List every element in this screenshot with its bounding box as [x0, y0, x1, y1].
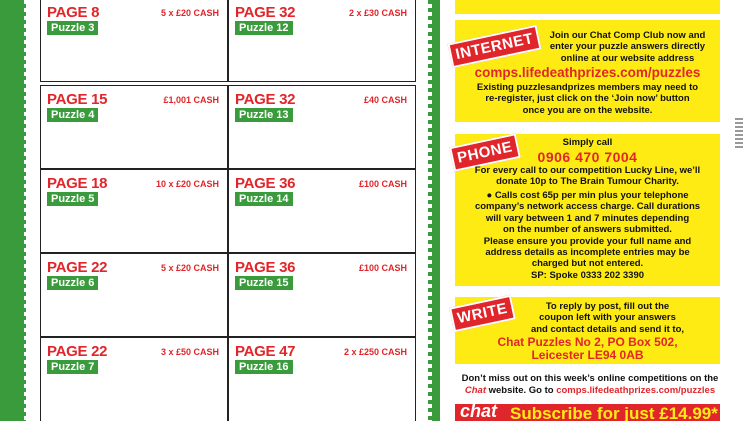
text-line: Join our Chat Comp Club now and	[549, 30, 706, 41]
footer-note	[445, 373, 735, 397]
puzzle-badge: Puzzle 4	[47, 108, 98, 122]
subscribe-text[interactable]: Subscribe for just £14.99*	[510, 404, 718, 421]
grid-cell	[228, 169, 416, 253]
grid-cell	[40, 0, 228, 82]
prize-label: 5 x £20 CASH	[160, 263, 219, 273]
prize-label: 3 x £50 CASH	[160, 347, 219, 357]
prize-label: £100 CASH	[358, 263, 407, 273]
footer-mid: website. Go to	[486, 385, 557, 396]
text-line: Existing puzzlesandprizes members may need to	[476, 82, 699, 93]
puzzle-badge: Puzzle 6	[47, 276, 98, 290]
prize-label: 2 x £250 CASH	[343, 347, 407, 357]
grid-cell	[40, 253, 228, 337]
puzzle-badge: Puzzle 3	[47, 21, 98, 35]
phone-section	[455, 134, 720, 286]
text-line: address details as incomplete entries may be	[485, 247, 690, 259]
puzzle-badge: Puzzle 16	[235, 360, 293, 374]
grid-cell	[40, 169, 228, 253]
phone-number[interactable]: 0906 470 7004	[537, 149, 638, 165]
prize-label: 5 x £20 CASH	[160, 8, 219, 18]
grid-cell	[40, 85, 228, 169]
page-label: PAGE 22	[47, 343, 108, 360]
chat-logo: chat	[460, 401, 498, 421]
puzzle-badge: Puzzle 15	[235, 276, 293, 290]
text-line: Chat Puzzles No 2, PO Box 502,	[497, 335, 678, 349]
text-line: will vary between 1 and 7 minutes depending	[485, 212, 690, 224]
phone-details	[455, 190, 720, 281]
footer-url[interactable]: comps.lifedeathprizes.com/puzzles	[556, 385, 716, 396]
text-line: coupon left with your answers	[539, 312, 676, 324]
chat-brand: Chat	[464, 385, 486, 396]
page-label: PAGE 36	[235, 175, 296, 192]
page-label: PAGE 32	[235, 91, 296, 108]
text-line: enter your puzzle answers directly	[549, 41, 706, 53]
prize-label: 10 x £20 CASH	[155, 179, 219, 189]
text-line: re-register, just click on the ‘Join now’ button	[485, 93, 690, 105]
page-label: PAGE 36	[235, 259, 296, 276]
write-body	[495, 301, 720, 335]
text-line: once you are on the website.	[522, 104, 653, 116]
puzzle-badge: Puzzle 5	[47, 192, 98, 206]
page-label: PAGE 18	[47, 175, 108, 192]
prize-label: 2 x £30 CASH	[348, 8, 407, 18]
text-line: and contact details and send it to,	[530, 323, 685, 335]
text-line: For every call to our competition Lucky Line, we’ll	[474, 165, 701, 176]
write-address	[455, 336, 720, 362]
grid-cell	[228, 85, 416, 169]
text-line: Please ensure you provide your full name and	[483, 235, 692, 247]
left-perforation	[24, 0, 30, 421]
grid-cell	[228, 253, 416, 337]
text-line: charged but not entered.	[531, 258, 644, 270]
grid-cell	[228, 337, 416, 421]
write-tag: WRITE	[449, 295, 516, 333]
prize-label: £1,001 CASH	[163, 95, 219, 105]
text-line: ● Calls cost 65p per min plus your telephone	[486, 190, 689, 201]
page-label: PAGE 8	[47, 4, 100, 21]
green-divider	[432, 0, 440, 421]
edge-perforation-mark	[735, 118, 743, 150]
page-label: PAGE 22	[47, 259, 108, 276]
footer-line-2	[445, 385, 735, 397]
internet-body	[455, 82, 720, 116]
left-green-strip	[0, 0, 26, 421]
grid-cell	[40, 337, 228, 421]
text-line: on the number of answers submitted.	[503, 224, 672, 236]
puzzle-grid	[40, 0, 417, 421]
text-line: donate 10p to The Brain Tumour Charity.	[496, 176, 679, 188]
page-label: PAGE 32	[235, 4, 296, 21]
page-label: PAGE 15	[47, 91, 108, 108]
internet-section	[455, 20, 720, 122]
internet-url[interactable]: comps.lifedeathprizes.com/puzzles	[474, 65, 701, 80]
puzzle-badge: Puzzle 14	[235, 192, 293, 206]
text-line: online at our website address	[560, 52, 695, 64]
text-line: To reply by post, fill out the	[545, 301, 670, 312]
phone-tag: PHONE	[449, 133, 521, 172]
text-line: company’s network access charge. Call durations	[474, 201, 701, 213]
phone-donate	[455, 165, 720, 188]
simply-call: Simply call	[562, 137, 613, 148]
footer-line-1: Don’t miss out on this week’s online competitions on the	[461, 373, 719, 384]
puzzle-badge: Puzzle 13	[235, 108, 293, 122]
prize-label: £40 CASH	[363, 95, 407, 105]
write-section	[455, 297, 720, 364]
prize-label: £100 CASH	[358, 179, 407, 189]
grid-cell	[228, 0, 416, 82]
page-label: PAGE 47	[235, 343, 296, 360]
puzzle-badge: Puzzle 7	[47, 360, 98, 374]
text-line: SP: Spoke 0333 202 3390	[530, 269, 645, 281]
internet-intro	[540, 30, 715, 64]
puzzle-badge: Puzzle 12	[235, 21, 293, 35]
internet-tag: INTERNET	[447, 25, 541, 68]
text-line: Leicester LE94 0AB	[531, 348, 644, 362]
top-yellow-bar	[455, 0, 720, 14]
